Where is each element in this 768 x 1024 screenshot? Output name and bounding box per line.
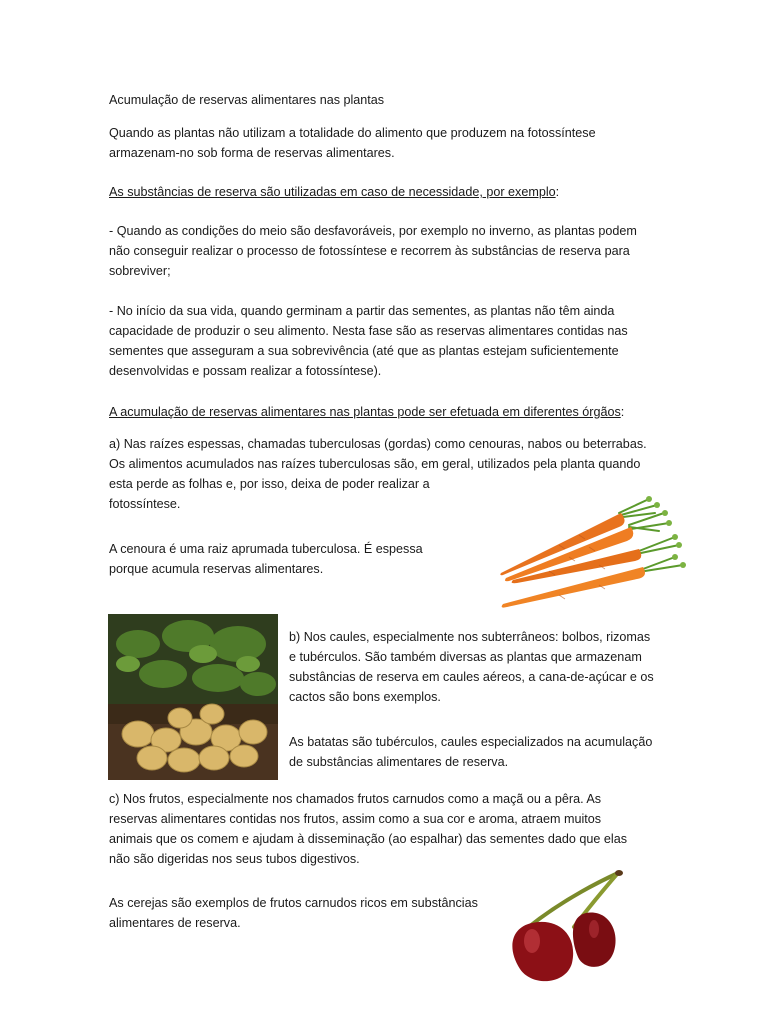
section-c-line-1: c) Nos frutos, especialmente nos chamados frutos carnudos como a maçã ou a pêra. As <box>109 792 602 806</box>
section-b-line-1: b) Nos caules, especialmente nos subterrâneos: bolbos, rizomas <box>289 630 651 644</box>
section-b-line-4: cactos são bons exemplos. <box>289 690 441 704</box>
carrot-note-line-1: A cenoura é uma raiz aprumada tuberculosa. É espessa <box>109 542 423 556</box>
section-a-line-4: fotossíntese. <box>109 497 181 511</box>
point2-line-1: - No início da sua vida, quando germinam a partir das sementes, as plantas não têm ainda <box>109 304 615 318</box>
section-a-line-2: Os alimentos acumulados nas raízes tuberculosas são, em geral, utilizados pela planta quando <box>109 457 641 471</box>
heading-usage <box>109 182 559 202</box>
point1-line-2: não conseguir realizar o processo de fotossíntese e recorrem às substâncias de reserva para <box>109 244 630 258</box>
point2-line-2: capacidade de produzir o seu alimento. Nesta fase são as reservas alimentares contidas nas <box>109 324 628 338</box>
carrot-note-line-2: porque acumula reservas alimentares. <box>109 562 324 576</box>
section-a-line-3: esta perde as folhas e, por isso, deixa de poder realizar a <box>109 477 430 491</box>
section-c-line-2: reservas alimentares contidas nos frutos, assim como a sua cor e aroma, atraem muitos <box>109 812 602 826</box>
section-c-line-3: animais que os comem e ajudam à disseminação (ao espalhar) das sementes dado que elas <box>109 832 628 846</box>
intro-line-2: armazenam-no sob forma de reservas alimentares. <box>109 146 395 160</box>
point1-line-3: sobreviver; <box>109 264 171 278</box>
point1-line-1: - Quando as condições do meio são desfavoráveis, por exemplo no inverno, as plantas podem <box>109 224 637 238</box>
intro-line-1: Quando as plantas não utilizam a totalidade do alimento que produzem na fotossíntese <box>109 126 596 140</box>
section-a-line-1: a) Nas raízes espessas, chamadas tuberculosas (gordas) como cenouras, nabos ou beterrabas. <box>109 437 647 451</box>
potato-note-line-1: As batatas são tubérculos, caules especializados na acumulação <box>289 735 653 749</box>
heading-usage-colon: : <box>555 185 560 199</box>
potato-note-line-2: de substâncias alimentares de reserva. <box>289 755 509 769</box>
point2-line-3: sementes que asseguram a sua sobrevivência (até que as plantas estejam suficientemente <box>109 344 619 358</box>
heading-organs <box>109 402 624 422</box>
point2-line-4: desenvolvidas e possam realizar a fotossíntese). <box>109 364 382 378</box>
cherry-note-line-1: As cerejas são exemplos de frutos carnudos ricos em substâncias <box>109 896 478 910</box>
potatoes-image <box>108 614 278 780</box>
cherry-note-line-2: alimentares de reserva. <box>109 916 241 930</box>
carrots-image <box>479 485 693 625</box>
cherries-image <box>496 867 636 987</box>
heading-organs-colon: : <box>620 405 625 419</box>
section-b-line-2: e tubérculos. São também diversas as plantas que armazenam <box>289 650 642 664</box>
heading-organs-text: A acumulação de reservas alimentares nas plantas pode ser efetuada em diferentes órgãos <box>109 405 621 419</box>
heading-usage-text: As substâncias de reserva são utilizadas em caso de necessidade, por exemplo <box>109 185 556 199</box>
document-title: Acumulação de reservas alimentares nas plantas <box>109 93 385 107</box>
section-b-line-3: substâncias de reserva em caules aéreos, a cana-de-açúcar e os <box>289 670 654 684</box>
section-c-line-4: não são digeridas nos seus tubos digestivos. <box>109 852 360 866</box>
